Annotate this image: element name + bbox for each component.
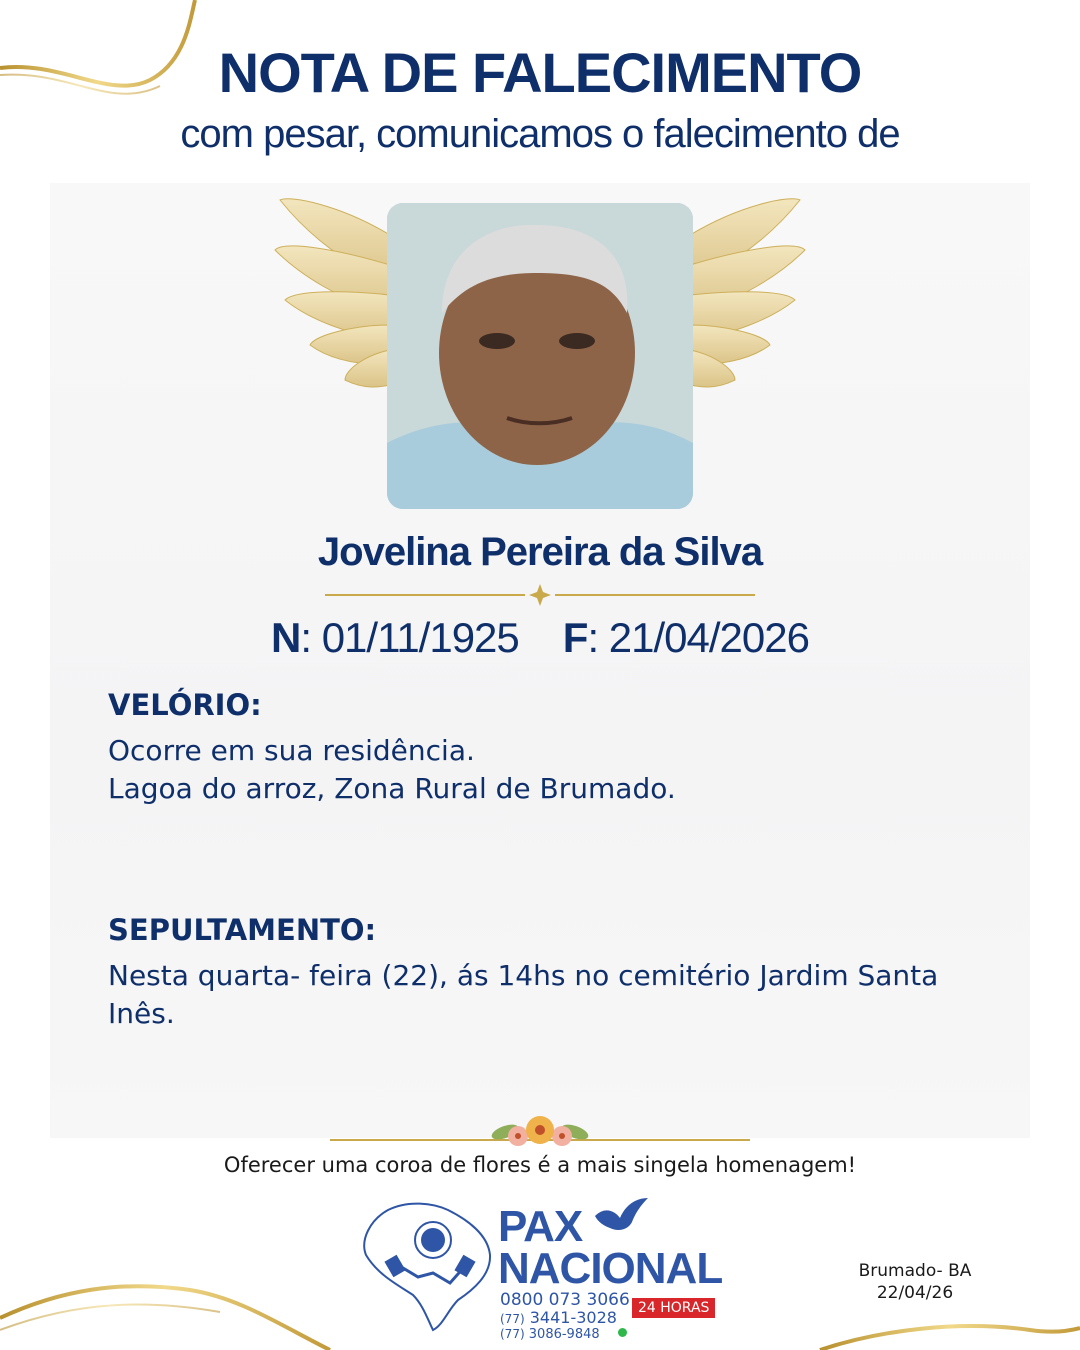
wake-details xyxy=(108,732,968,808)
page-subtitle: com pesar, comunicamos o falecimento de xyxy=(180,112,900,156)
wake-line-2: Lagoa do arroz, Zona Rural de Brumado. xyxy=(108,772,676,805)
dove-icon xyxy=(590,1196,650,1236)
whatsapp-icon xyxy=(618,1328,627,1337)
phone-2 xyxy=(500,1308,617,1327)
phone-2-number: 3441-3028 xyxy=(529,1308,617,1327)
birth-date: 01/11/1925 xyxy=(321,614,519,661)
brand-line-2: NACIONAL xyxy=(498,1244,723,1293)
deceased-portrait xyxy=(387,203,693,509)
wake-heading: VELÓRIO: xyxy=(108,688,262,722)
tribute-message: Oferecer uma coroa de flores é a mais singela homenagem! xyxy=(223,1153,857,1177)
birth-label: N xyxy=(271,614,301,661)
death-label: F xyxy=(562,614,588,661)
tollfree-phone: 0800 073 3066 xyxy=(500,1290,630,1310)
phone-3 xyxy=(500,1327,600,1342)
burial-line-1: Nesta quarta- feira (22), ás 14hs no cemitério Jardim Santa xyxy=(108,959,939,992)
gold-divider xyxy=(325,583,755,607)
life-dates: N: 01/11/1925 F: 21/04/2026 xyxy=(271,614,809,661)
wake-line-1: Ocorre em sua residência. xyxy=(108,734,475,767)
pax-nacional-map-logo xyxy=(358,1195,498,1335)
page-title: NOTA DE FALECIMENTO xyxy=(218,41,862,104)
place-date xyxy=(838,1260,992,1304)
phone-3-number: 3086-9848 xyxy=(528,1327,600,1342)
24h-badge: 24 HORAS xyxy=(632,1298,715,1318)
phone-2-area: (77) xyxy=(500,1312,525,1326)
burial-details xyxy=(108,957,968,1033)
burial-line-2: Inês. xyxy=(108,997,175,1030)
phone-3-area: (77) xyxy=(500,1327,525,1341)
death-date: 21/04/2026 xyxy=(608,614,809,661)
flower-ornament-icon xyxy=(330,1108,750,1158)
deceased-name: Jovelina Pereira da Silva xyxy=(317,530,763,574)
city-label: Brumado- BA xyxy=(858,1261,972,1281)
burial-heading: SEPULTAMENTO: xyxy=(108,913,377,947)
brand-line-1: PAX xyxy=(498,1202,583,1251)
issue-date: 22/04/26 xyxy=(876,1283,954,1303)
